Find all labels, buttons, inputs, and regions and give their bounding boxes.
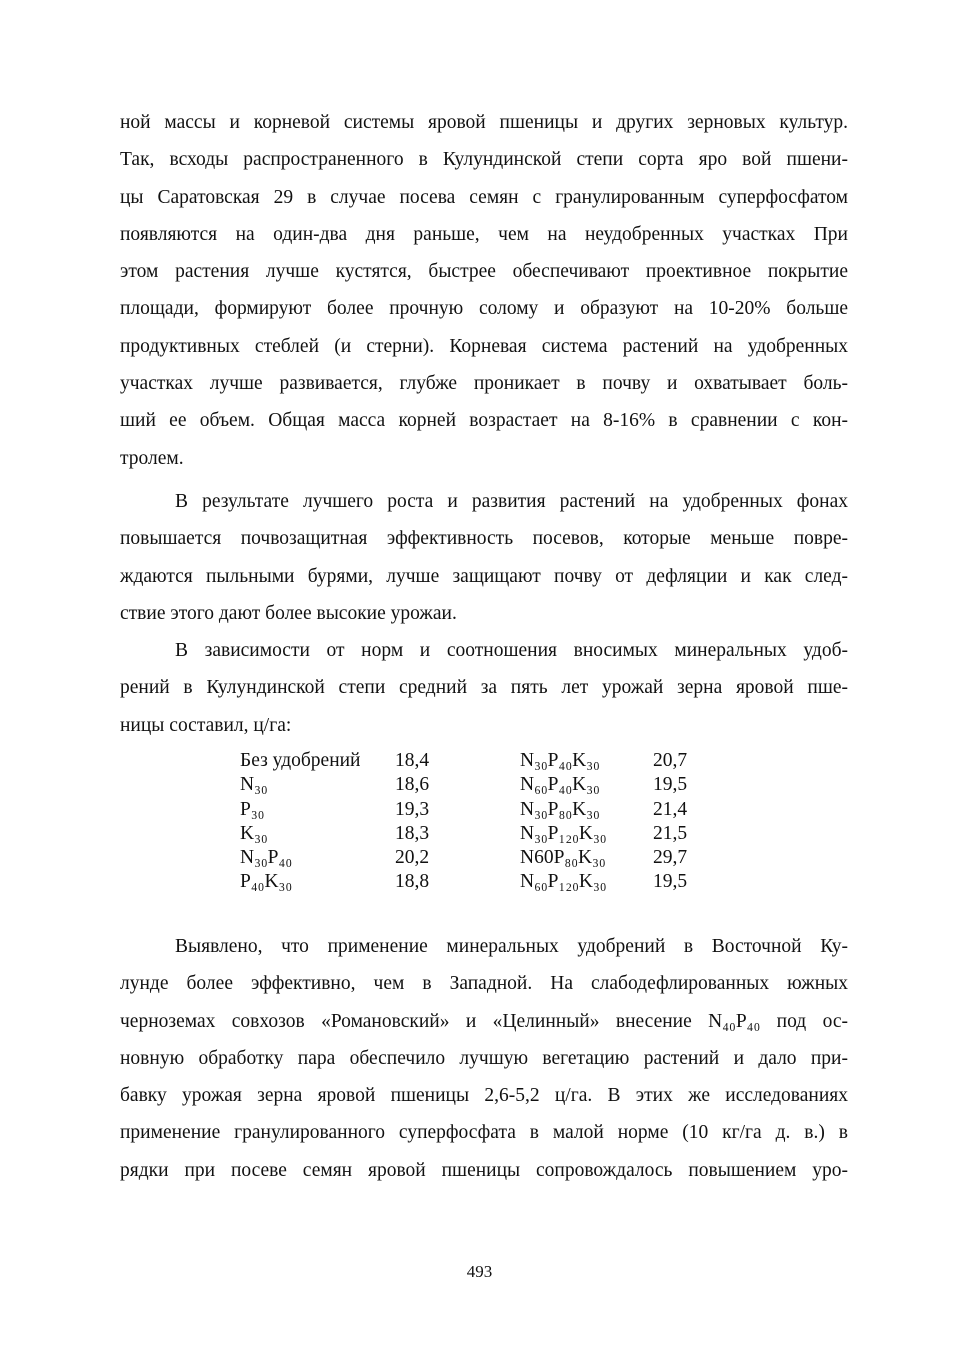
text-line: бавку урожая зерна яровой пшеницы 2,6-5,2 ц/га. В этих же исследованиях	[120, 1085, 848, 1107]
paragraph-1	[120, 104, 848, 477]
treatment-label: N₆₀P₁₂₀K₃₀	[520, 871, 607, 893]
text-line: этом растения лучше кустятся, быстрее обеспечивают проективное покрытие	[120, 261, 848, 283]
treatment-label: N₃₀P₄₀K₃₀	[520, 750, 600, 771]
text-line: применение гранулированного суперфосфата в малой норме (10 кг/га д. в.) в	[120, 1122, 848, 1144]
text-line: черноземах совхозов «Романовский» и «Целинный» внесение N₄₀P₄₀ под ос-	[120, 1010, 848, 1032]
yield-value: 21,4	[653, 798, 688, 820]
text-line: Так, всходы распространенного в Кулундинской степи сорта яро вой пшени-	[120, 149, 848, 171]
treatment-label: P₃₀	[240, 798, 265, 820]
text-line: рений в Кулундинской степи средний за пять лет урожай зерна яровой пше-	[120, 677, 848, 699]
text-line: ной массы и корневой системы яровой пшеницы и других зерновых культур.	[120, 112, 848, 133]
treatment-label: N₃₀P₄₀	[240, 847, 293, 869]
text-line: цы Саратовская 29 в случае посева семян с гранулированным суперфосфатом	[120, 186, 848, 208]
yield-value: 19,5	[653, 774, 688, 796]
paragraph-2	[120, 483, 848, 632]
text-line: участках лучше развивается, глубже проникает в почву и охватывает боль-	[120, 373, 848, 395]
text-line: ницы составил, ц/га:	[120, 714, 292, 736]
treatment-label: N₃₀P₈₀K₃₀	[520, 798, 600, 820]
paragraph-3	[120, 632, 848, 744]
text-line: ший ее объем. Общая масса корней возрастает на 8-16% в сравнении с кон-	[120, 410, 848, 432]
text-line: ствие этого дают более высокие урожаи.	[120, 602, 457, 624]
treatment-label: P₄₀K₃₀	[240, 871, 293, 893]
treatment-label: Без удобрений	[240, 750, 361, 771]
text-line: повышается почвозащитная эффективность посевов, которые меньше повре-	[120, 528, 848, 550]
yield-value: 18,3	[395, 822, 430, 844]
text-line: лунде более эффективно, чем в Западной. На слабодефлированных южных	[120, 973, 848, 995]
yield-value: 20,7	[653, 750, 688, 771]
text-line: площади, формируют более прочную солому и образуют на 10-20% больше	[120, 298, 848, 320]
text-line: В результате лучшего роста и развития растений на удобренных фонах	[175, 491, 848, 512]
text-line: тролем.	[120, 447, 184, 469]
yield-value: 19,5	[653, 871, 688, 893]
treatment-label: K₃₀	[240, 822, 268, 844]
treatment-label: N₃₀	[240, 774, 268, 796]
text-line: Выявлено, что применение минеральных удобрений в Восточной Ку-	[175, 936, 848, 957]
text-line: новную обработку пара обеспечило лучшую вегетацию растений и дало при-	[120, 1047, 848, 1069]
yield-value: 18,4	[395, 750, 430, 771]
text-line: рядки при посеве семян яровой пшеницы сопровождалось повышением уро-	[120, 1159, 848, 1181]
yield-value: 19,3	[395, 798, 430, 820]
treatment-label: N₃₀P₁₂₀K₃₀	[520, 822, 607, 844]
text-line: продуктивных стеблей (и стерни). Корневая система растений на удобренных	[120, 335, 848, 357]
text-line: появляются на один-два дня раньше, чем на неудобренных участках При	[120, 223, 848, 245]
yield-value: 18,6	[395, 774, 430, 796]
treatment-label: N₆₀P₄₀K₃₀	[520, 774, 600, 796]
yield-value: 29,7	[653, 847, 688, 869]
yield-value: 20,2	[395, 847, 430, 869]
paragraph-4	[120, 928, 848, 1189]
text-line: ждаются пыльными бурями, лучше защищают почву от дефляции и как след-	[120, 565, 848, 587]
yield-value: 18,8	[395, 871, 430, 893]
treatment-label: N60P₈₀K₃₀	[520, 847, 606, 869]
text-line: В зависимости от норм и соотношения вносимых минеральных удоб-	[175, 640, 848, 661]
yield-value: 21,5	[653, 822, 688, 844]
page-number: 493	[466, 1262, 493, 1281]
